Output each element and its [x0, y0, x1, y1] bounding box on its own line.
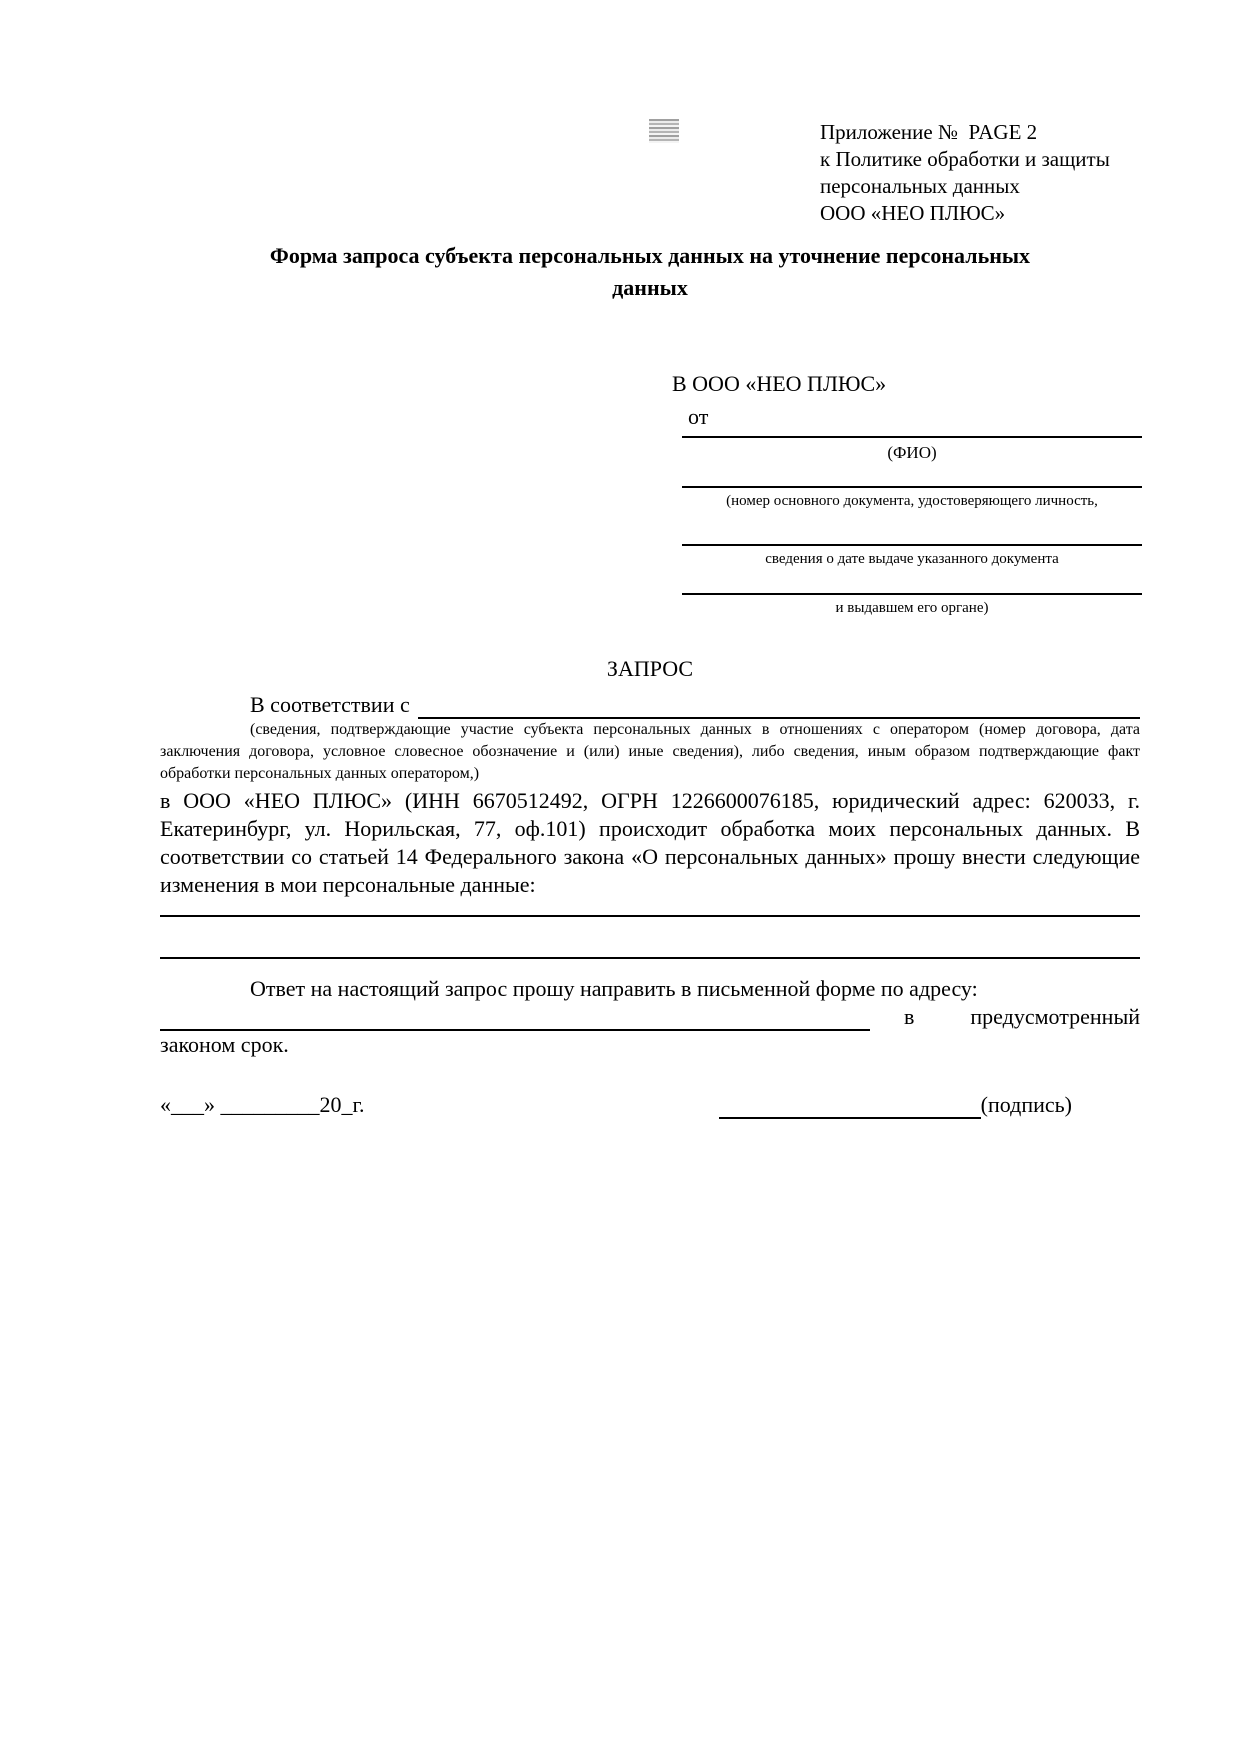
appendix-header-line: персональных данных	[820, 174, 1020, 198]
changes-blank-line-2[interactable]	[160, 957, 1140, 959]
issuing-authority-field	[682, 593, 1142, 617]
address-blank[interactable]	[160, 1007, 870, 1031]
fio-blank[interactable]	[682, 436, 1142, 438]
response-word-stipulated: предусмотренный	[970, 1004, 1140, 1029]
addressee-to: В ООО «НЕО ПЛЮС»	[672, 371, 887, 396]
basis-fine-print: (сведения, подтверждающие участие субъекта персональных данных в отношениях с оператором (номер договора, дата заключения договора, условное словесное обозначение и (или) иные сведения), либо сведения, иным образом подтверждающие факт обработки персональных данных оператором,)	[160, 721, 1140, 782]
response-paragraph	[160, 975, 1140, 1059]
issue-date-field	[682, 544, 1142, 568]
response-line1: Ответ на настоящий запрос прошу направить в письменной форме по адресу:	[250, 976, 978, 1001]
fio-field	[682, 436, 1142, 463]
signature-blank[interactable]	[719, 1095, 981, 1119]
issue-date-caption: сведения о дате выдаче указанного документа	[765, 551, 1059, 567]
embedded-text-thumbnail-icon	[649, 119, 679, 143]
basis-blank[interactable]	[418, 695, 1140, 719]
signature-caption: (подпись)	[980, 1092, 1072, 1117]
appendix-header-line: ООО «НЕО ПЛЮС»	[820, 201, 1006, 225]
signature-row	[160, 1091, 1140, 1119]
response-line3: законом срок.	[160, 1032, 289, 1057]
issue-date-blank[interactable]	[682, 544, 1142, 546]
document-number-caption: (номер основного документа, удостоверяющего личность,	[726, 493, 1098, 509]
form-title-text: Форма запроса субъекта персональных данных на уточнение персональных данных	[269, 243, 1031, 300]
issuing-authority-caption: и выдавшем его органе)	[835, 600, 989, 616]
appendix-header	[820, 119, 1180, 227]
fio-caption: (ФИО)	[887, 443, 937, 462]
changes-blank-line-1[interactable]	[160, 915, 1140, 917]
request-heading: ЗАПРОС	[606, 656, 694, 681]
response-line2	[160, 1003, 1140, 1031]
basis-line	[160, 691, 1140, 719]
basis-prefix: В соответствии с	[250, 692, 410, 717]
form-title	[160, 240, 1140, 304]
date-blank-text[interactable]: «___» _________20_г.	[160, 1092, 365, 1117]
issuing-authority-blank[interactable]	[682, 593, 1142, 595]
request-body: в ООО «НЕО ПЛЮС» (ИНН 6670512492, ОГРН 1226600076185, юридический адрес: 620033, г. Екатеринбург, ул. Норильская, 77, оф.101) происходит обработка моих персональных данных. В соответствии со статьей 14 Федерального закона «О персональных данных» прошу внести следующие изменения в мои персональные данные:	[160, 788, 1140, 897]
document-number-field	[682, 486, 1142, 510]
request-section	[160, 655, 1140, 1119]
addressee-from-label: от	[688, 404, 709, 429]
appendix-header-line: к Политике обработки и защиты	[820, 147, 1110, 171]
document-number-blank[interactable]	[682, 486, 1142, 488]
response-word-in: в	[904, 1004, 915, 1029]
appendix-header-line: Приложение № PAGE 2	[820, 120, 1038, 144]
signature-group	[719, 1091, 1072, 1119]
